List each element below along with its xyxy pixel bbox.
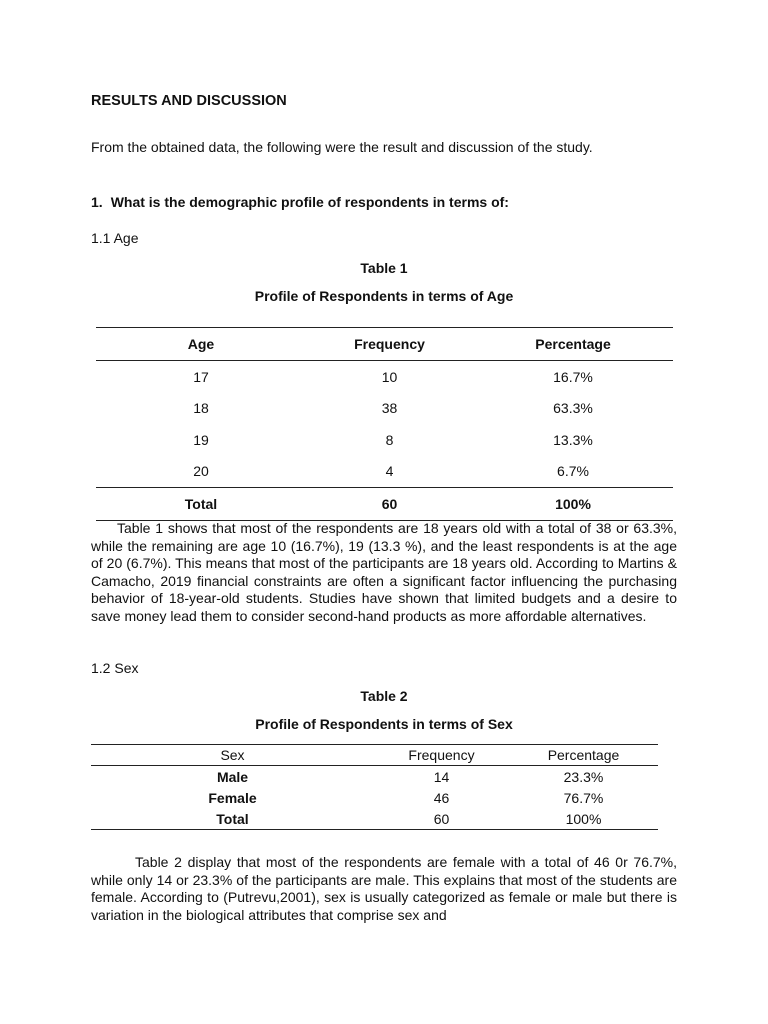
table-header-row bbox=[96, 328, 673, 361]
question-number: 1. bbox=[91, 194, 103, 210]
paragraph-text: Table 2 display that most of the respondents are female with a total of 46 0r 76.7%, while only 14 or 23.3% of the participants are male. This explains that most of the students are female. According to (Putrevu,2001), sex is usually categorized as female or male but there is variation in the biological attributes that comprise sex and bbox=[91, 854, 677, 923]
table-cell: 60 bbox=[374, 808, 509, 830]
table-total-row bbox=[91, 808, 658, 830]
table-cell: 60 bbox=[306, 488, 473, 521]
table-cell: 13.3% bbox=[553, 431, 593, 448]
intro-text: From the obtained data, the following were the result and discussion of the study. bbox=[91, 139, 593, 155]
question-text: What is the demographic profile of respondents in terms of: bbox=[110, 194, 509, 210]
column-header-age: Age bbox=[96, 328, 306, 361]
table-row bbox=[96, 361, 673, 393]
table-cell: 46 bbox=[433, 789, 450, 806]
column-header-sex: Sex bbox=[91, 745, 374, 766]
subsection-sex: 1.2 Sex bbox=[91, 660, 139, 676]
table-cell: 17 bbox=[193, 368, 209, 385]
paragraph-text: Table 1 shows that most of the respondents are 18 years old with a total of 38 or 63.3%, while the remaining are age 10 (16.7%), 19 (13.3 %), and the least respondents is at the age of 20 (6.7%). This means that most of the participants are 18 years old. According to Martins & Camacho, 2019 financial constraints are often a significant factor influencing the purchasing behavior of 18-year-old students. Studies have shown that limited budgets and a desire to save money lead them to consider second-hand products as more affordable alternatives. bbox=[91, 520, 677, 624]
table-cell: 38 bbox=[381, 400, 398, 417]
table1-title: Profile of Respondents in terms of Age bbox=[254, 288, 514, 304]
age-discussion-paragraph bbox=[91, 520, 677, 625]
age-table bbox=[96, 327, 673, 521]
table-cell: 20 bbox=[193, 463, 209, 480]
table-total-row bbox=[96, 488, 673, 521]
table-cell: 18 bbox=[193, 400, 209, 417]
table-cell: Total bbox=[91, 808, 374, 830]
table-cell: 23.3% bbox=[563, 768, 604, 785]
table-row bbox=[96, 393, 673, 425]
column-header-frequency: Frequency bbox=[374, 745, 509, 766]
table-row bbox=[96, 424, 673, 456]
table-header-row bbox=[91, 745, 658, 766]
table-cell: Total bbox=[96, 488, 306, 521]
table-cell: 10 bbox=[381, 368, 398, 385]
table-cell: 63.3% bbox=[553, 400, 593, 417]
table-cell: 76.7% bbox=[563, 789, 604, 806]
table-cell: 19 bbox=[193, 431, 209, 448]
column-header-percentage: Percentage bbox=[509, 745, 658, 766]
column-header-frequency: Frequency bbox=[306, 328, 473, 361]
column-header-percentage: Percentage bbox=[473, 328, 673, 361]
table-cell: 4 bbox=[385, 463, 394, 480]
table-cell: 6.7% bbox=[557, 463, 589, 480]
sex-table bbox=[91, 744, 658, 830]
question-1 bbox=[91, 194, 509, 210]
table-cell: Male bbox=[216, 768, 249, 785]
table1-label: Table 1 bbox=[360, 260, 408, 276]
table-cell: 8 bbox=[385, 431, 394, 448]
table-row bbox=[91, 787, 658, 808]
sex-discussion-paragraph bbox=[91, 854, 677, 924]
table-cell: 100% bbox=[509, 808, 658, 830]
table-cell: 16.7% bbox=[553, 368, 593, 385]
table-row bbox=[91, 766, 658, 788]
subsection-age: 1.1 Age bbox=[91, 230, 139, 246]
section-heading: RESULTS AND DISCUSSION bbox=[91, 93, 287, 109]
table-cell: 100% bbox=[473, 488, 673, 521]
table2-title: Profile of Respondents in terms of Sex bbox=[255, 716, 513, 732]
table-cell: Female bbox=[208, 789, 257, 806]
table-row bbox=[96, 456, 673, 488]
table-cell: 14 bbox=[433, 768, 450, 785]
table2-label: Table 2 bbox=[360, 688, 408, 704]
